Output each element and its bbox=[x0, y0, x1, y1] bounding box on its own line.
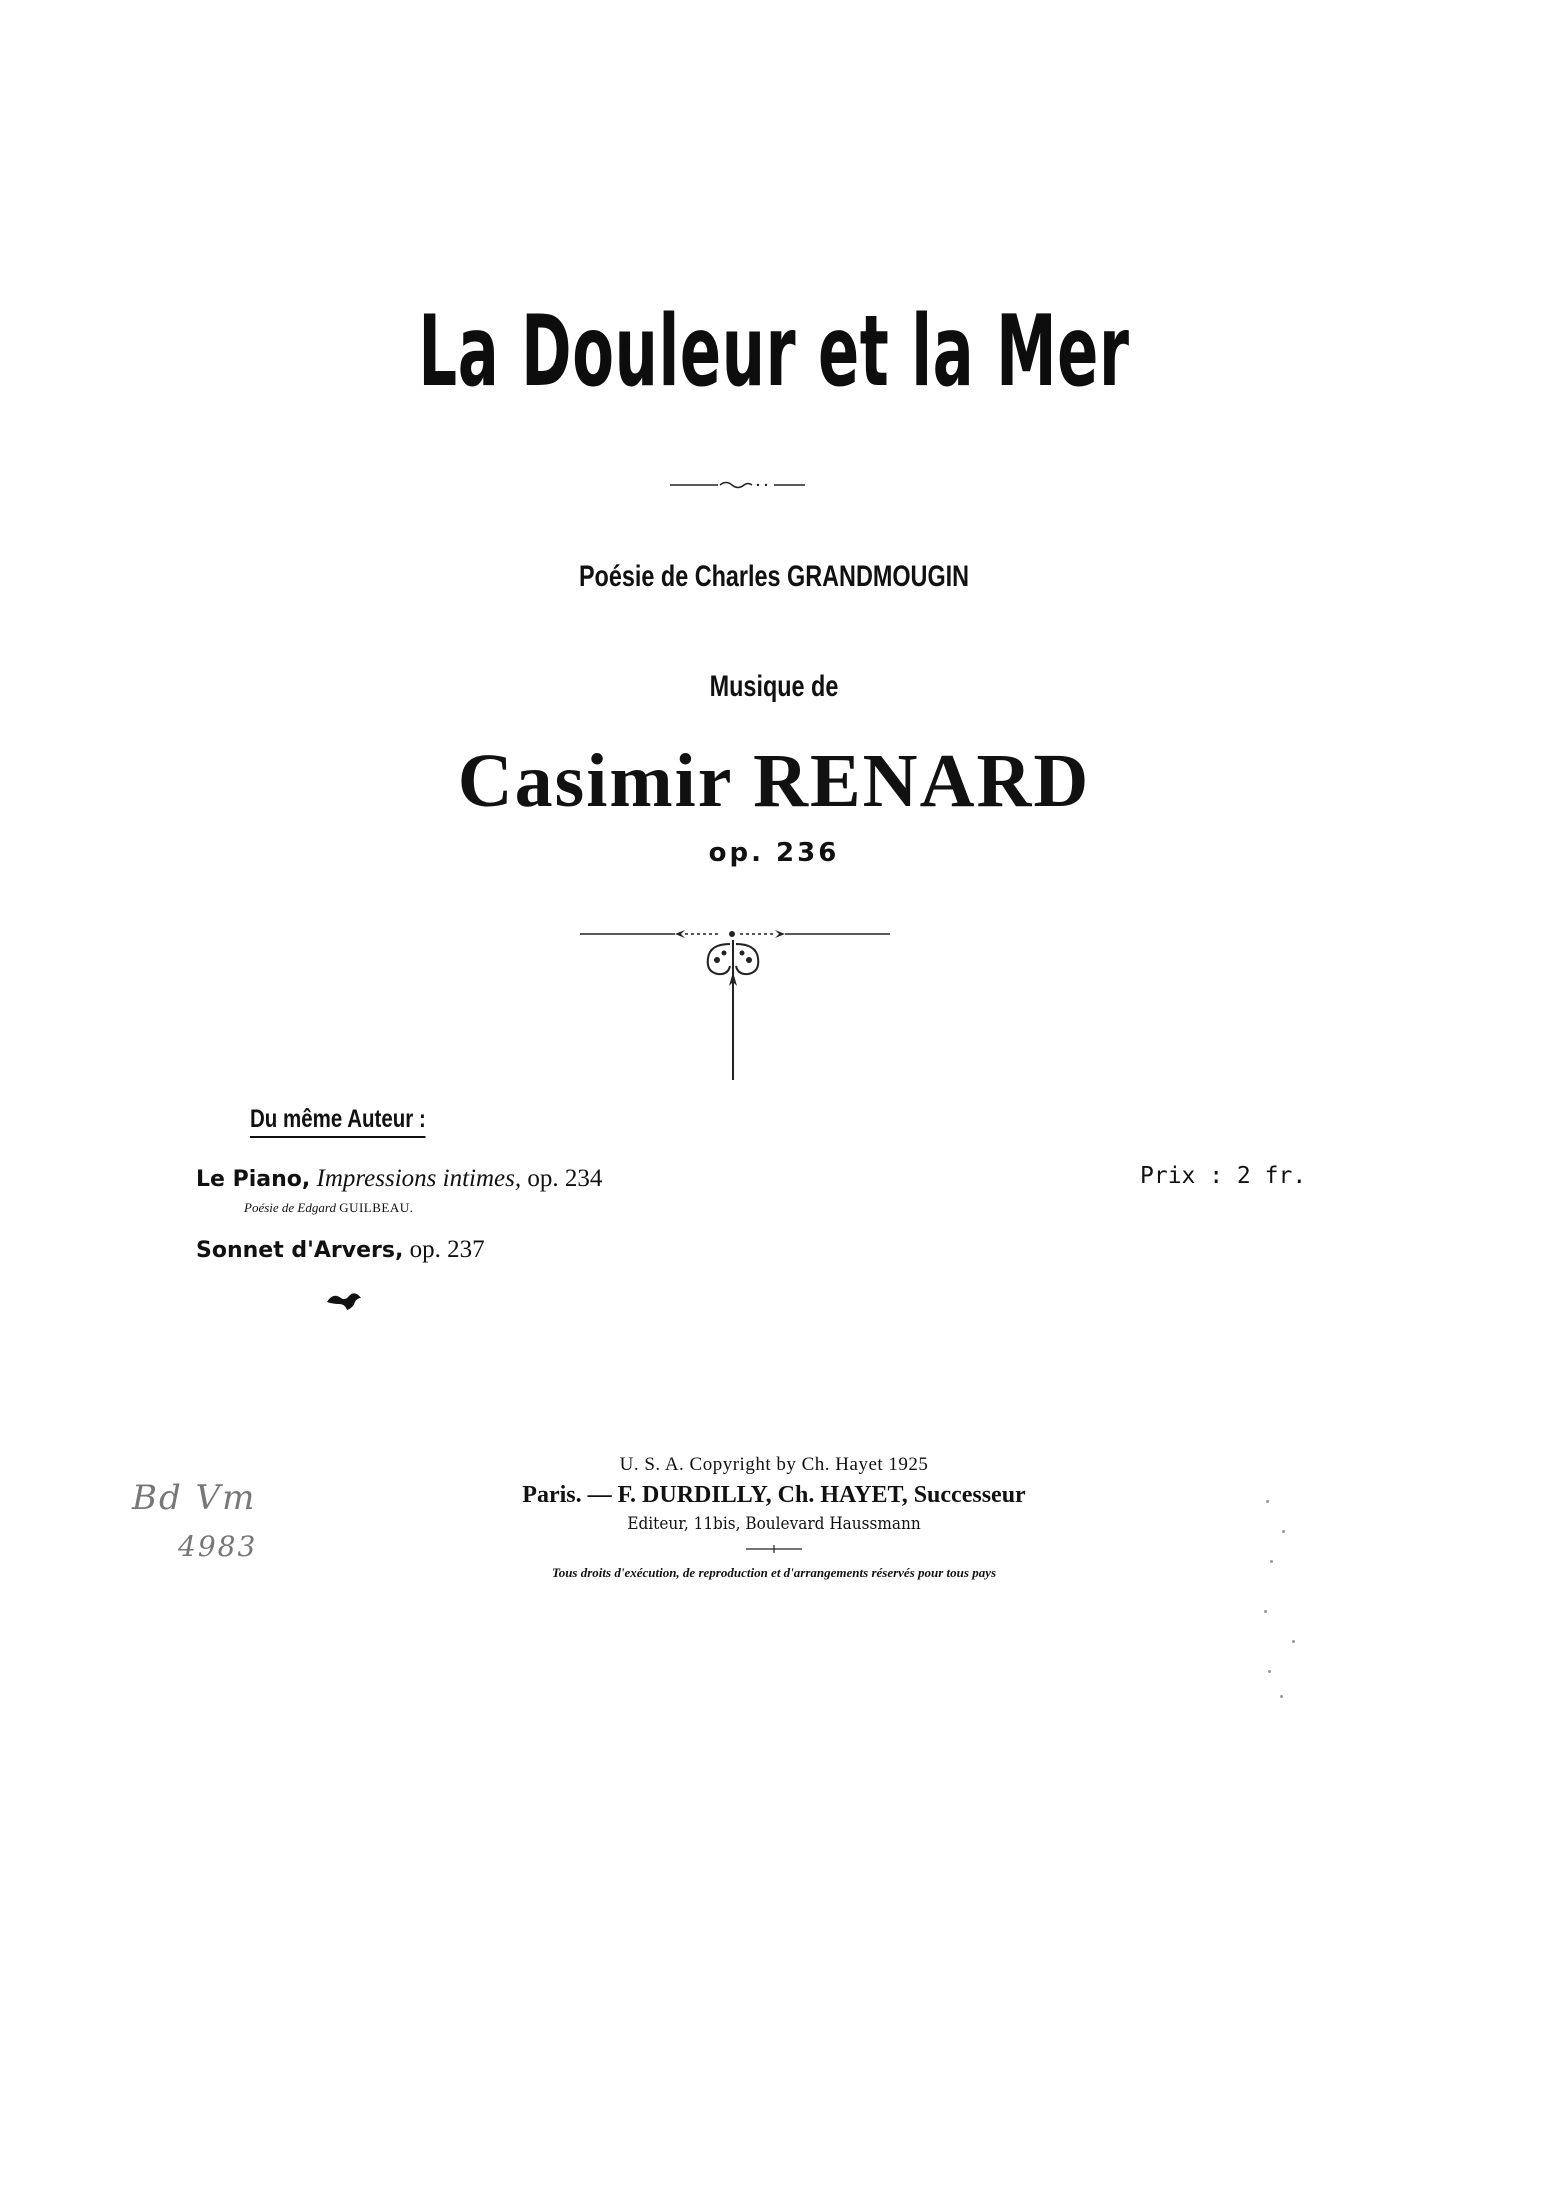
work-credit-prefix: Poésie de Edgard bbox=[244, 1200, 336, 1215]
work-opus: op. 234 bbox=[527, 1165, 603, 1192]
copyright-line: U. S. A. Copyright by Ch. Hayet 1925 bbox=[619, 1454, 929, 1475]
poet-credit: Poésie de Charles GRANDMOUGIN bbox=[578, 560, 970, 593]
work-credit-name: GUILBEAU. bbox=[339, 1200, 414, 1215]
publisher-line: Paris. — F. DURDILLY, Ch. HAYET, Successeur bbox=[522, 1482, 1026, 1508]
price-label: Prix : 2 fr. bbox=[1140, 1163, 1307, 1189]
stamp-line-2: 4983 bbox=[178, 1530, 258, 1563]
same-author-heading: Du même Auteur : bbox=[250, 1105, 426, 1138]
composer-name: Casimir RENARD bbox=[457, 739, 1091, 823]
work-subtitle: Impressions intimes, bbox=[316, 1165, 522, 1192]
work-title: Sonnet d'Arvers, bbox=[196, 1238, 404, 1263]
fleuron-icon bbox=[325, 1290, 365, 1312]
title-ornament-icon bbox=[670, 478, 805, 492]
publisher-address: Editeur, 11bis, Boulevard Haussmann bbox=[627, 1514, 921, 1534]
rights-notice: Tous droits d'exécution, de reproduction et d'arrangements réservés pour tous pays bbox=[551, 1565, 997, 1580]
stamp-line-1: Bd Vm bbox=[132, 1478, 257, 1518]
work-credit bbox=[244, 1200, 413, 1216]
central-ornament-icon bbox=[580, 920, 890, 1085]
margin-marks bbox=[1262, 1500, 1302, 1700]
page-title: La Douleur et la Mer bbox=[418, 295, 1130, 409]
opus-number: op. 236 bbox=[708, 838, 840, 868]
work-title: Le Piano, bbox=[196, 1167, 311, 1192]
work-item-sonnet bbox=[196, 1236, 485, 1264]
work-opus: op. 237 bbox=[409, 1236, 485, 1263]
imprint-divider bbox=[746, 1545, 802, 1553]
work-item-le-piano bbox=[196, 1165, 602, 1193]
music-label: Musique de bbox=[709, 670, 839, 703]
